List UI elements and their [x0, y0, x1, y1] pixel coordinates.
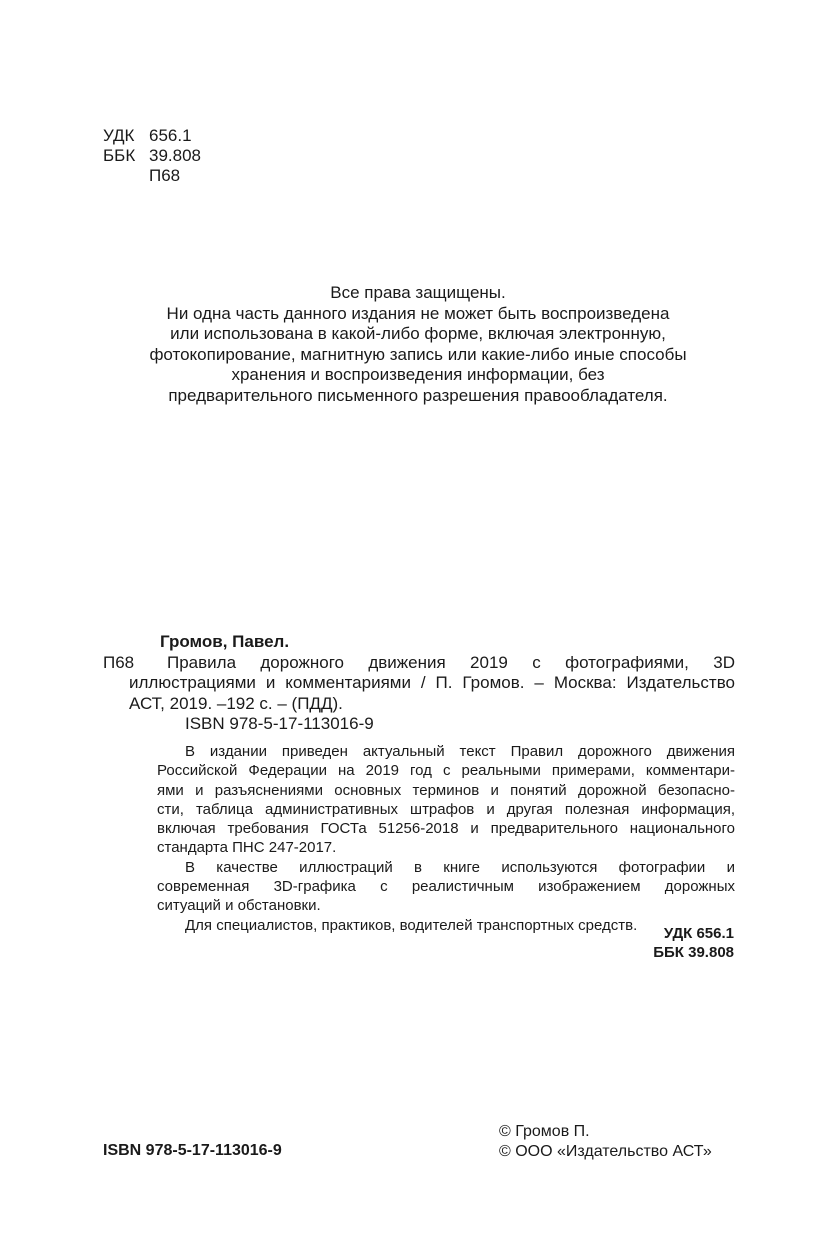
- rights-line: или использована в какой-либо форме, включая электронную,: [170, 324, 666, 343]
- right-bbk: ББК 39.808: [653, 944, 734, 961]
- annotation-line: сти, таблица административных штрафов и другая полезная информация,: [157, 800, 735, 818]
- entry-title-line-1: Правила дорожного движения 2019 с фотографиями, 3D: [167, 652, 735, 672]
- right-udk: УДК 656.1: [663, 925, 734, 942]
- udk-row: [103, 126, 201, 146]
- copyright-block: [499, 1122, 712, 1162]
- annotation-line: включая требования ГОСТа 51256-2018 и предварительного национального: [157, 820, 735, 838]
- classification-codes: [103, 126, 201, 186]
- rights-line: Ни одна часть данного издания не может быть воспроизведена: [166, 303, 670, 323]
- bbk-label: ББК: [103, 146, 136, 165]
- bbk-value: 39.808: [149, 146, 201, 165]
- entry-description: [103, 653, 735, 674]
- udk-label: УДК: [103, 126, 135, 145]
- annotation-line: В качестве иллюстраций в книге используются фотографии и: [185, 858, 735, 876]
- copyright-author: © Громов П.: [499, 1123, 590, 1140]
- annotation: [157, 742, 735, 935]
- rights-notice: [100, 283, 736, 406]
- copyright-publisher: © ООО «Издательство АСТ»: [499, 1143, 712, 1160]
- bibliographic-entry: [103, 632, 735, 735]
- entry-isbn: ISBN 978-5-17-113016-9: [185, 714, 374, 733]
- rights-line: Все права защищены.: [330, 283, 506, 302]
- rights-line: хранения и воспроизведения информации, без: [231, 365, 605, 384]
- annotation-line: Российской Федерации на 2019 год с реальными примерами, комментари-: [157, 762, 735, 780]
- entry-title-line-2: иллюстрациями и комментариями / П. Громов. – Москва: Издательство: [129, 673, 735, 692]
- annotation-line: Для специалистов, практиков, водителей транспортных средств.: [185, 916, 638, 934]
- entry-author: Громов, Павел.: [160, 632, 290, 651]
- rights-line: фотокопирование, магнитную запись или какие-либо иные способы: [149, 344, 687, 364]
- entry-title-line-3: АСТ, 2019. –192 с. – (ПДД).: [129, 693, 343, 713]
- author-mark: П68: [149, 166, 181, 185]
- annotation-line: стандарта ПНС 247-2017.: [157, 839, 337, 857]
- annotation-line: В издании приведен актуальный текст Правил дорожного движения: [185, 743, 735, 760]
- annotation-line: ями и разъяснениями основных терминов и понятий дорожной безопасно-: [157, 781, 735, 799]
- footer-isbn: ISBN 978-5-17-113016-9: [103, 1142, 282, 1159]
- bbk-row: [103, 146, 201, 166]
- right-classification-codes: [653, 924, 734, 962]
- rights-line: предварительного письменного разрешения правообладателя.: [168, 385, 668, 405]
- annotation-line: современная 3D-графика с реалистичным изображением дорожных: [157, 878, 735, 896]
- annotation-line: ситуаций и обстановки.: [157, 897, 321, 915]
- author-mark-row: [103, 166, 201, 186]
- entry-code: П68: [103, 652, 135, 672]
- udk-value: 656.1: [149, 126, 192, 145]
